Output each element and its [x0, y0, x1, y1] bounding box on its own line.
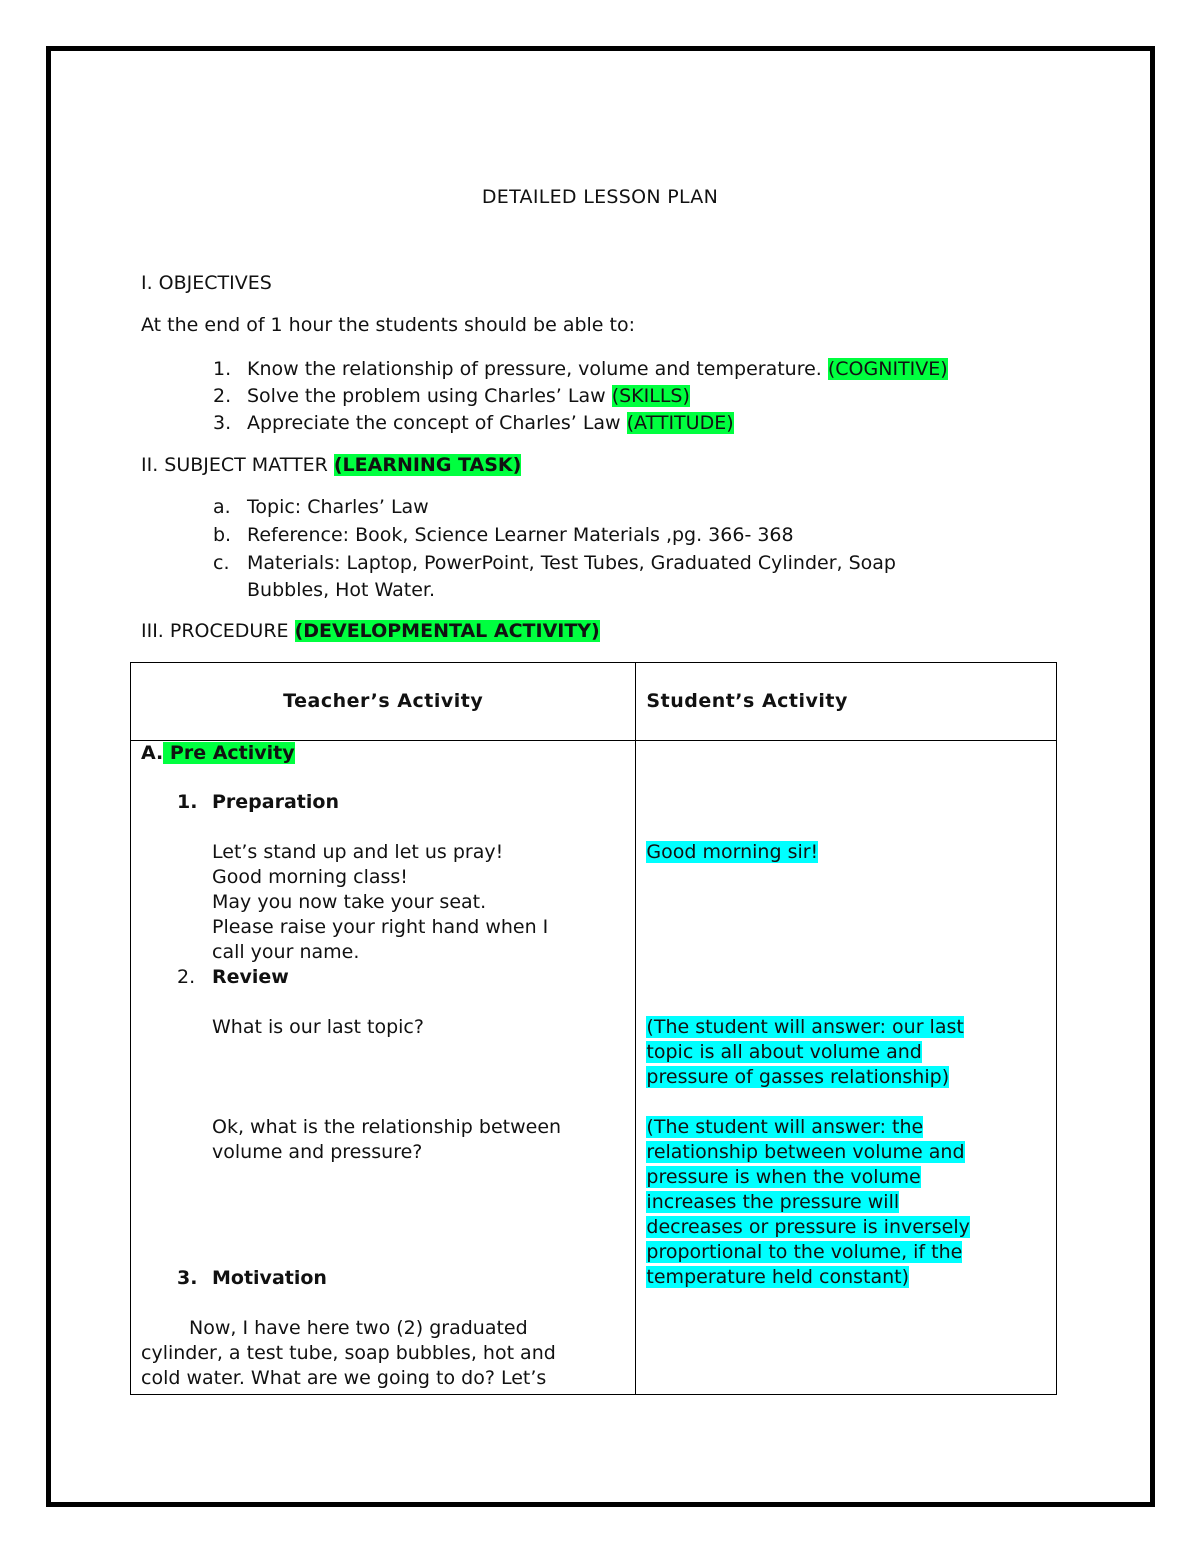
subject-item-letter: a.: [213, 496, 231, 518]
subject-matter-tag: (LEARNING TASK): [333, 454, 522, 476]
teacher-activity-header-label: Teacher’s Activity: [283, 690, 484, 712]
objectives-heading: I. OBJECTIVES: [141, 272, 272, 294]
procedure-tag: (DEVELOPMENTAL ACTIVITY): [294, 620, 600, 642]
subject-matter-heading: [141, 454, 521, 476]
subject-item-c-continued: Bubbles, Hot Water.: [247, 579, 436, 601]
review-question-2-line: Ok, what is the relationship between: [212, 1116, 562, 1138]
student-activity-header: [636, 663, 1057, 741]
student-greeting-text: Good morning sir!: [646, 841, 819, 863]
motivation-number: 3.: [177, 1267, 198, 1289]
objective-number: 2.: [213, 385, 232, 407]
student-answer-text: (The student will answer: the: [646, 1116, 924, 1138]
objectives-intro: At the end of 1 hour the students should be able to:: [141, 314, 635, 336]
student-answer-2-line: [646, 1190, 899, 1215]
teacher-activity-cell: [131, 741, 636, 1395]
objective-text: Know the relationship of pressure, volume and temperature.: [247, 358, 828, 380]
student-answer-2-line: [646, 1165, 920, 1190]
motivation-line: cylinder, a test tube, soap bubbles, hot and: [141, 1342, 556, 1364]
teacher-activity-header: [131, 663, 636, 741]
procedure-heading: [141, 620, 600, 642]
review-label: Review: [212, 966, 289, 988]
objective-text: Appreciate the concept of Charles’ Law: [247, 412, 627, 434]
subject-item-text: Reference: Book, Science Learner Materials ,pg. 366- 368: [247, 524, 794, 546]
preparation-line: call your name.: [212, 941, 360, 963]
preparation-line: May you now take your seat.: [212, 891, 487, 913]
student-answer-text: pressure is when the volume: [646, 1166, 921, 1188]
objective-text: Solve the problem using Charles’ Law: [247, 385, 612, 407]
objective-item-1: [213, 356, 948, 383]
objective-number: 3.: [213, 412, 232, 434]
procedure-heading-text: III. PROCEDURE: [141, 620, 295, 642]
student-answer-1-line: [646, 1015, 963, 1040]
review-heading: [177, 965, 289, 990]
student-answer-1-line: [646, 1040, 921, 1065]
motivation-heading: [177, 1266, 327, 1291]
subject-item-letter: b.: [213, 524, 232, 546]
objective-item-2: [213, 383, 690, 410]
objective-tag-cognitive: (COGNITIVE): [827, 358, 948, 380]
student-answer-2-line: [646, 1140, 964, 1165]
student-activity-cell: [636, 741, 1057, 1395]
student-answer-2-line: [646, 1240, 962, 1265]
table-header-row: [131, 663, 1057, 741]
student-answer-text: (The student will answer: our last: [646, 1016, 964, 1038]
preparation-number: 1.: [177, 791, 198, 813]
subject-item-text: Topic: Charles’ Law: [247, 496, 429, 518]
procedure-table: [130, 662, 1057, 1395]
motivation-label: Motivation: [212, 1267, 327, 1289]
objective-number: 1.: [213, 358, 232, 380]
subject-item-letter: c.: [213, 552, 230, 574]
page-title: DETAILED LESSON PLAN: [481, 186, 719, 208]
student-answer-text: relationship between volume and: [646, 1141, 965, 1163]
subject-matter-heading-text: II. SUBJECT MATTER: [141, 454, 334, 476]
subject-item-text: Materials: Laptop, PowerPoint, Test Tubes, Graduated Cylinder, Soap: [247, 552, 896, 574]
section-a-label: Pre Activity: [163, 742, 295, 764]
section-a-heading: [141, 741, 295, 766]
student-answer-2-line: [646, 1265, 909, 1290]
student-answer-2-line: [646, 1115, 923, 1140]
student-answer-text: pressure of gasses relationship): [646, 1066, 950, 1088]
preparation-line: Good morning class!: [212, 866, 408, 888]
student-answer-text: temperature held constant): [646, 1266, 910, 1288]
objective-tag-attitude: (ATTITUDE): [626, 412, 734, 434]
student-answer-text: topic is all about volume and: [646, 1041, 922, 1063]
review-question-1: What is our last topic?: [212, 1016, 424, 1038]
student-answer-text: proportional to the volume, if the: [646, 1241, 963, 1263]
subject-item-b: [213, 522, 794, 549]
preparation-line: Please raise your right hand when I: [212, 916, 549, 938]
table-row: [131, 741, 1057, 1395]
review-question-2-line: volume and pressure?: [212, 1141, 423, 1163]
student-answer-1-line: [646, 1065, 949, 1090]
student-answer-text: increases the pressure will: [646, 1191, 900, 1213]
preparation-line: Let’s stand up and let us pray!: [212, 841, 504, 863]
motivation-line: Now, I have here two (2) graduated: [189, 1317, 528, 1339]
preparation-heading: [177, 790, 339, 815]
objective-tag-skills: (SKILLS): [611, 385, 690, 407]
student-greeting: [646, 840, 818, 865]
student-activity-header-label: Student’s Activity: [646, 690, 848, 712]
student-answer-2-line: [646, 1215, 969, 1240]
motivation-line: cold water. What are we going to do? Let’s: [141, 1367, 547, 1389]
preparation-label: Preparation: [212, 791, 339, 813]
objective-item-3: [213, 410, 734, 437]
subject-item-c: [213, 550, 896, 577]
section-a-prefix: A.: [141, 742, 164, 764]
review-number: 2.: [177, 966, 196, 988]
subject-item-a: [213, 494, 429, 521]
student-answer-text: decreases or pressure is inversely: [646, 1216, 970, 1238]
